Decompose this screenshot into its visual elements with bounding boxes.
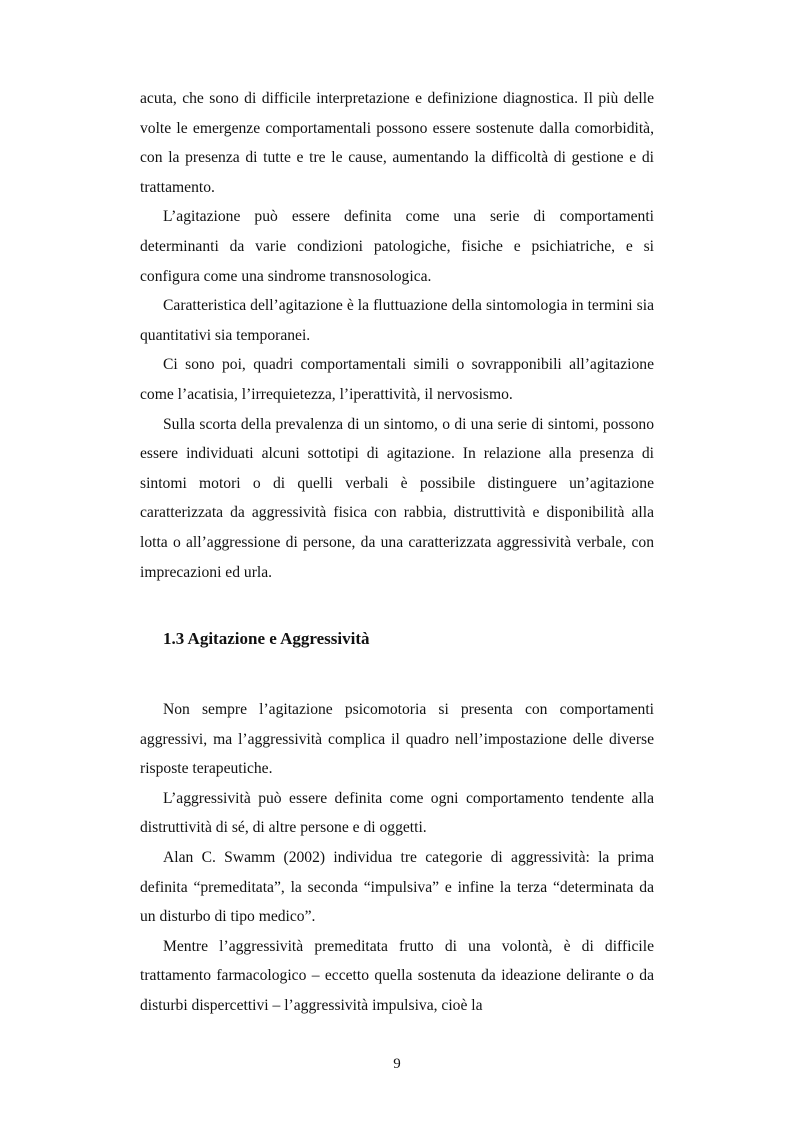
section-heading: 1.3 Agitazione e Aggressività	[163, 629, 370, 649]
paragraph-aggressivita-definition: L’aggressività può essere definita come ogni comportamento tendente alla distruttività di sé, di altre persone e di oggetti.	[140, 789, 654, 837]
paragraph-continuation: acuta, che sono di difficile interpretazione e definizione diagnostica. Il più delle volte le emergenze comportamentali possono essere sostenute dalla comorbidità, con la presenza di tutte e tre le cause, aumentando la difficoltà di gestione e di trattamento.	[140, 90, 654, 196]
paragraph-sottotipi: Sulla scorta della prevalenza di un sintomo, o di una serie di sintomi, possono essere individuati alcuni sottotipi di agitazione. In relazione alla presenza di sintomi motori o di quelli verbali è possibile distinguere un’agitazione caratterizzata da aggressività fisica con rabbia, distruttività e disponibilità alla lotta o all’aggressione di persone, da una caratterizzata aggressività verbale, con imprecazioni ed urla.	[140, 415, 654, 581]
paragraph-swamm-categories: Alan C. Swamm (2002) individua tre categorie di aggressività: la prima definita “premeditata”, la seconda “impulsiva” e infine la terza “determinata da un disturbo di tipo medico”.	[140, 849, 654, 926]
page-number: 9	[393, 1056, 401, 1072]
paragraph-fluttuazione: Caratteristica dell’agitazione è la fluttuazione della sintomologia in termini sia quantitativi sia temporanei.	[140, 297, 654, 344]
paragraph-non-sempre: Non sempre l’agitazione psicomotoria si presenta con comportamenti aggressivi, ma l’aggressività complica il quadro nell’impostazione delle diverse risposte terapeutiche.	[140, 701, 654, 778]
page-body	[140, 84, 654, 1021]
paragraph-premeditata: Mentre l’aggressività premeditata frutto di una volontà, è di difficile trattamento farmacologico – eccetto quella sostenuta da ideazione delirante o da disturbi dispercettivi – l’aggressività impulsiva, cioè la	[140, 937, 654, 1015]
paragraph-agitazione-definition: L’agitazione può essere definita come una serie di comportamenti determinanti da varie condizioni patologiche, fisiche e psichiatriche, e si configura come una sindrome transnosologica.	[140, 208, 654, 285]
paragraph-quadri-simili: Ci sono poi, quadri comportamentali simili o sovrapponibili all’agitazione come l’acatisia, l’irrequietezza, l’iperattività, il nervosismo.	[140, 356, 654, 403]
